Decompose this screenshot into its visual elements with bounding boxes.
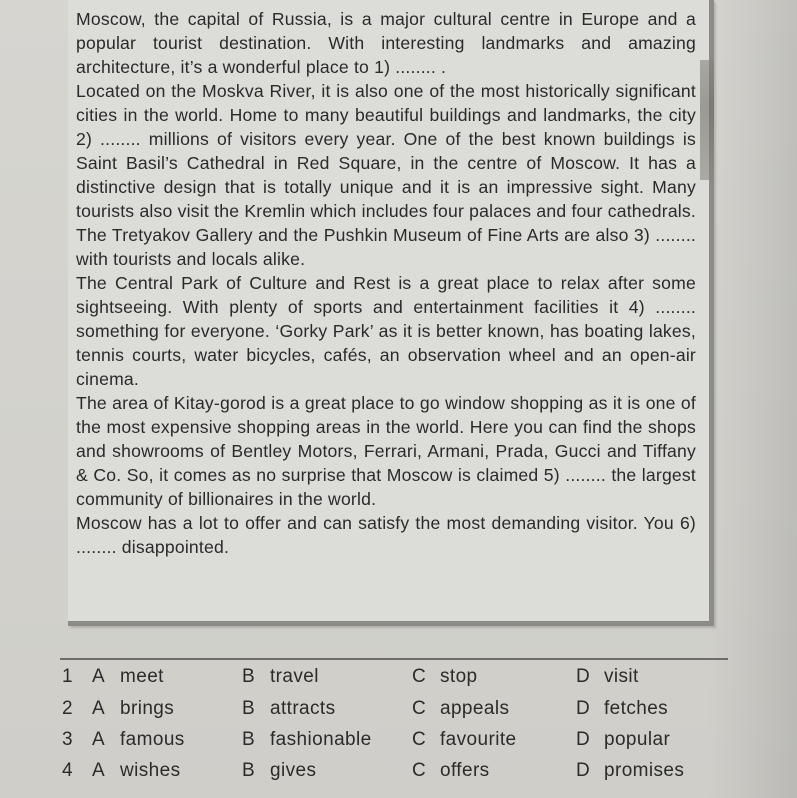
question-number: 4: [62, 760, 73, 781]
option-1c[interactable]: C stop: [412, 666, 478, 687]
option-1b[interactable]: B travel: [242, 666, 319, 687]
option-3d[interactable]: D popular: [576, 729, 671, 750]
question-number: 2: [62, 698, 73, 719]
option-4d[interactable]: D promises: [576, 760, 685, 781]
reading-text-box: [68, 0, 714, 626]
question-number: 1: [62, 666, 73, 687]
reading-text: [76, 7, 696, 559]
option-row-1: [60, 662, 760, 693]
page-margin-tab: [700, 60, 714, 180]
option-2a[interactable]: A brings: [92, 698, 175, 719]
option-3a[interactable]: A famous: [92, 729, 185, 750]
answer-options: [60, 660, 760, 798]
paragraph-5: Moscow has a lot to offer and can satisfy the most demanding visitor. You 6) ........ disappointed.: [76, 513, 696, 557]
paragraph-2: Located on the Moskva River, it is also one of the most historically significant cities in the world. Home to many beautiful buildings and landmarks, the city 2) ........ millions of visitors every year. One of the best known buildings is Saint Basil’s Cathedral in Red Square, in the centre of Moscow. It has a distinctive design that is totally unique and it is an impressive sight. Many tourists also visit the Kremlin which includes four palaces and four cathedrals. The Tretyakov Gallery and the Pushkin Museum of Fine Arts are also 3) ........ with tourists and locals alike.: [76, 81, 696, 269]
option-1d[interactable]: D visit: [576, 666, 639, 687]
paragraph-4: The area of Kitay-gorod is a great place to go window shopping as it is one of the most expensive shopping areas in the world. Here you can find the shops and showrooms of Bentley Motors, Ferrari, Armani, Prada, Gucci and Tiffany & Co. So, it comes as no surprise that Moscow is claimed 5) ........ the largest community of billionaires in the world.: [76, 393, 696, 509]
option-row-3: [60, 725, 760, 756]
option-2d[interactable]: D fetches: [576, 698, 669, 719]
option-4a[interactable]: A wishes: [92, 760, 181, 781]
option-row-4: [60, 756, 760, 787]
paragraph-3: The Central Park of Culture and Rest is a great place to relax after some sightseeing. With plenty of sports and entertainment facilities it 4) ........ something for everyone. ‘Gorky Park’ as it is better known, has boating lakes, tennis courts, water bicycles, cafés, an observation wheel and an open-air cinema.: [76, 273, 696, 389]
question-number: 3: [62, 729, 73, 750]
option-2c[interactable]: C appeals: [412, 698, 510, 719]
option-3c[interactable]: C favourite: [412, 729, 517, 750]
option-4c[interactable]: C offers: [412, 760, 490, 781]
option-3b[interactable]: B fashionable: [242, 729, 372, 750]
option-row-2: [60, 694, 760, 725]
option-2b[interactable]: B attracts: [242, 698, 336, 719]
option-4b[interactable]: B gives: [242, 760, 317, 781]
option-1a[interactable]: A meet: [92, 666, 164, 687]
paragraph-1: Moscow, the capital of Russia, is a major cultural centre in Europe and a popular tourist destination. With interesting landmarks and amazing architecture, it’s a wonderful place to 1) ........ .: [76, 9, 696, 77]
